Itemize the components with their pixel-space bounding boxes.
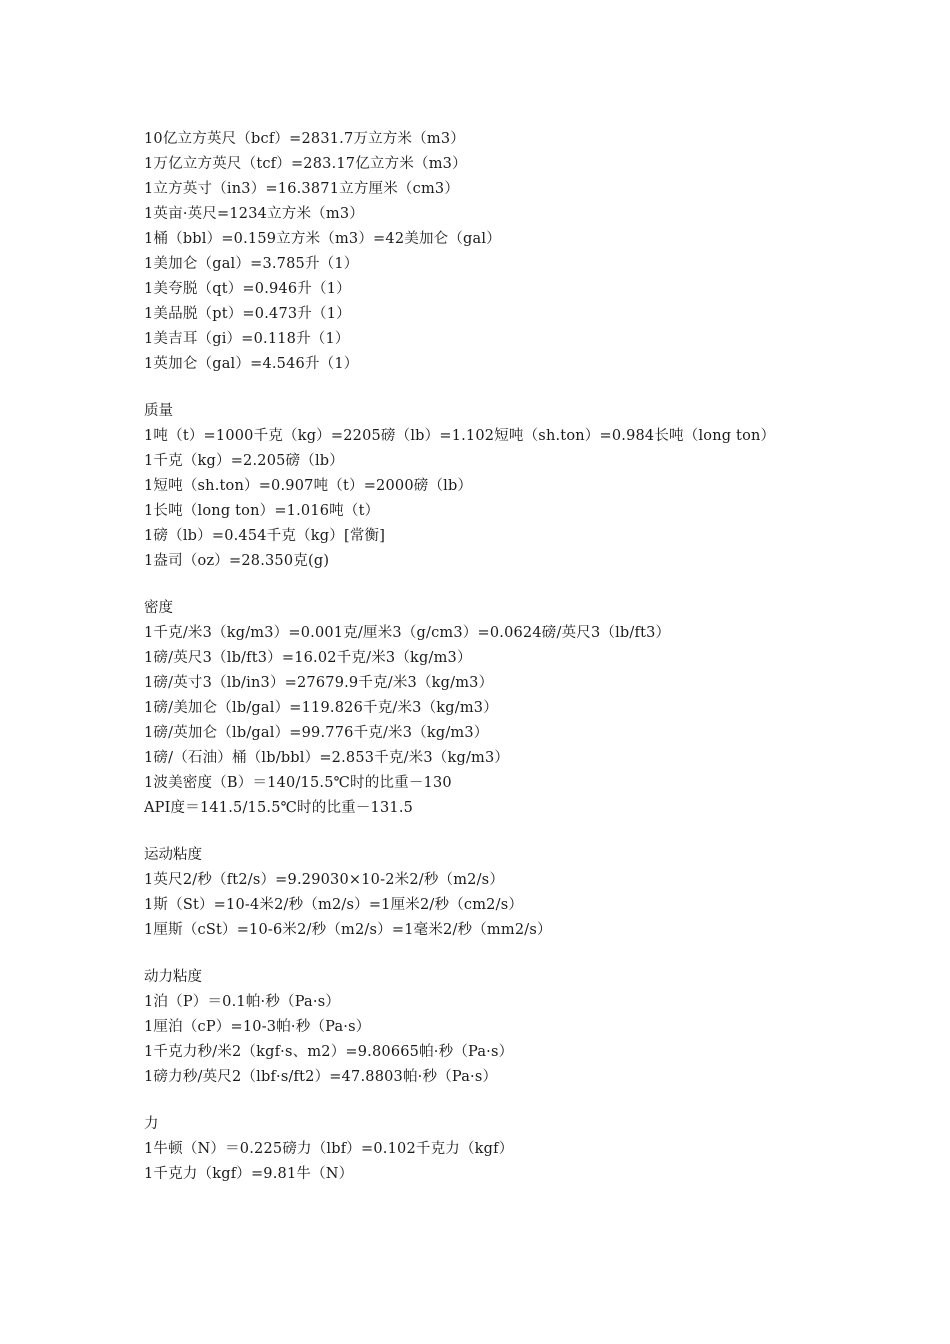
text-line: 1长吨（long ton）=1.016吨（t） [144,503,380,519]
text-line: 1美品脱（pt）=0.473升（1） [144,306,351,322]
text-line: 1磅/英寸3（lb/in3）=27679.9千克/米3（kg/m3） [144,675,494,691]
section-density [144,596,934,821]
section-kinematic-viscosity [144,843,934,943]
text-line: API度＝141.5/15.5℃时的比重－131.5 [144,800,414,816]
text-line: 1英尺2/秒（ft2/s）=9.29030×10-2米2/秒（m2/s） [144,872,505,888]
section-heading: 力 [144,1116,159,1132]
text-line: 1厘泊（cP）=10-3帕·秒（Pa·s） [144,1019,371,1035]
section-heading: 质量 [144,403,173,419]
document-content [144,127,934,1187]
text-line: 1泊（P）＝0.1帕·秒（Pa·s） [144,994,341,1010]
text-line: 1磅/英尺3（lb/ft3）=16.02千克/米3（kg/m3） [144,650,472,666]
text-line: 1立方英寸（in3）=16.3871立方厘米（cm3） [144,181,460,197]
text-line: 1美加仑（gal）=3.785升（1） [144,256,359,272]
text-line: 1波美密度（B）＝140/15.5℃时的比重－130 [144,775,452,791]
text-line: 1磅/美加仑（lb/gal）=119.826千克/米3（kg/m3） [144,700,498,716]
text-line: 1斯（St）=10-4米2/秒（m2/s）=1厘米2/秒（cm2/s） [144,897,524,913]
text-line: 1美夸脱（qt）=0.946升（1） [144,281,351,297]
text-line: 1千克/米3（kg/m3）=0.001克/厘米3（g/cm3）=0.0624磅/英尺3（lb/ft3） [144,625,671,641]
text-line: 1美吉耳（gi）=0.118升（1） [144,331,350,347]
text-line: 1千克力秒/米2（kgf·s、m2）=9.80665帕·秒（Pa·s） [144,1044,514,1060]
text-line: 1磅/英加仑（lb/gal）=99.776千克/米3（kg/m3） [144,725,489,741]
text-line: 1英加仑（gal）=4.546升（1） [144,356,359,372]
text-line: 1英亩·英尺=1234立方米（m3） [144,206,364,222]
text-line: 1短吨（sh.ton）=0.907吨（t）=2000磅（lb） [144,478,473,494]
section-spacer [144,377,934,399]
section-dynamic-viscosity [144,965,934,1090]
section-heading: 动力粘度 [144,969,202,985]
text-line: 1磅（lb）=0.454千克（kg）[常衡] [144,528,386,544]
text-line: 1盎司（oz）=28.350克(g) [144,553,330,569]
section-spacer [144,1090,934,1112]
text-line: 1千克力（kgf）=9.81牛（N） [144,1166,354,1182]
text-line: 1磅力秒/英尺2（lbf·s/ft2）=47.8803帕·秒（Pa·s） [144,1069,498,1085]
section-spacer [144,574,934,596]
text-line: 1牛顿（N）＝0.225磅力（lbf）=0.102千克力（kgf） [144,1141,514,1157]
text-line: 1厘斯（cSt）=10-6米2/秒（m2/s）=1毫米2/秒（mm2/s） [144,922,552,938]
section-spacer [144,943,934,965]
section-force [144,1112,934,1187]
text-line: 1吨（t）=1000千克（kg）=2205磅（lb）=1.102短吨（sh.ton）=0.984长吨（long ton） [144,428,776,444]
text-line: 1千克（kg）=2.205磅（lb） [144,453,344,469]
text-line: 1桶（bbl）=0.159立方米（m3）=42美加仑（gal） [144,231,501,247]
section-heading: 密度 [144,600,173,616]
text-line: 10亿立方英尺（bcf）=2831.7万立方米（m3） [144,131,465,147]
text-line: 1万亿立方英尺（tcf）=283.17亿立方米（m3） [144,156,467,172]
section-volume [144,127,934,377]
text-line: 1磅/（石油）桶（lb/bbl）=2.853千克/米3（kg/m3） [144,750,510,766]
section-heading: 运动粘度 [144,847,202,863]
section-mass [144,399,934,574]
section-spacer [144,821,934,843]
